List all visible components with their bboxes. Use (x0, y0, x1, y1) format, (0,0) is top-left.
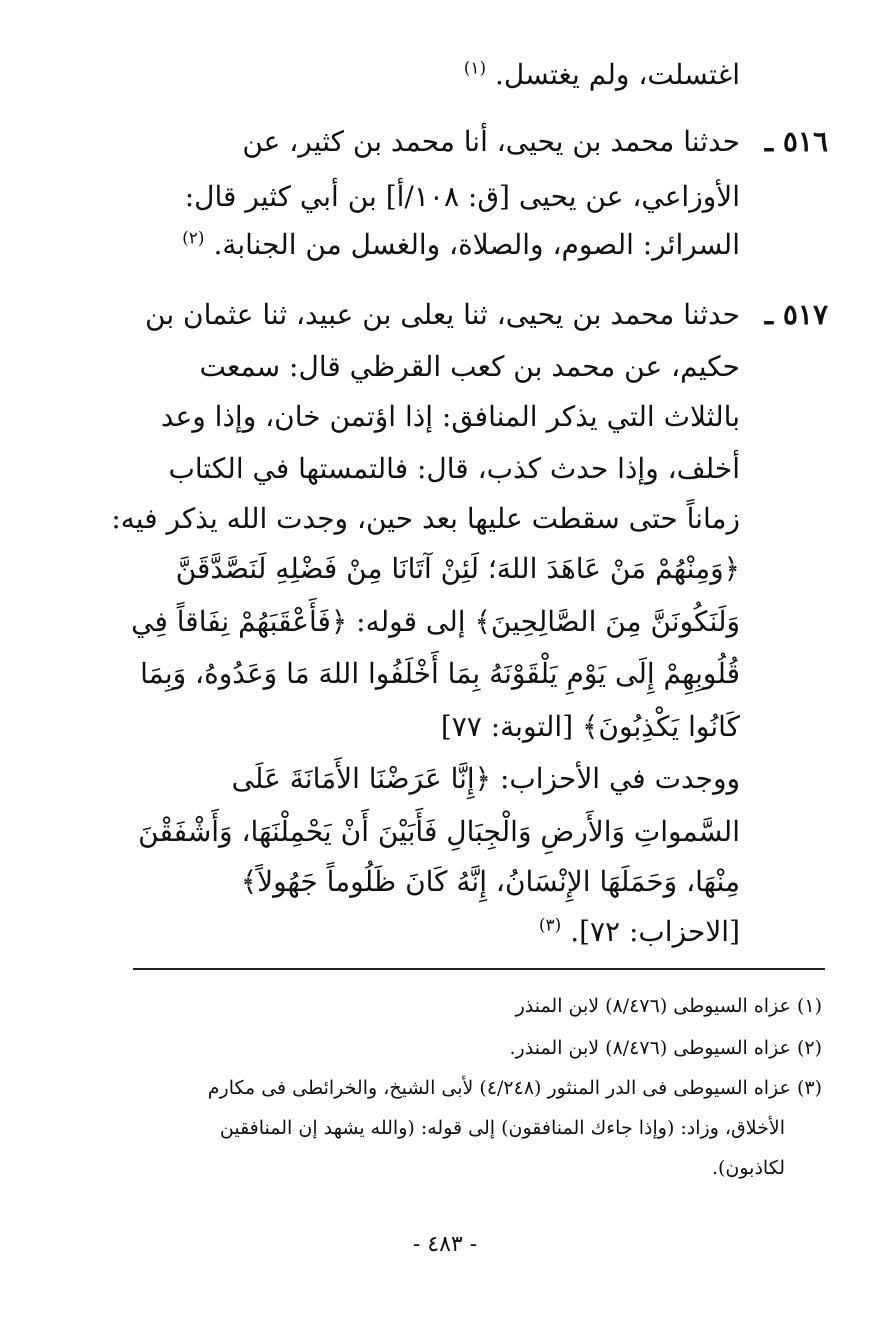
hadith-517-line-4: أخلف، وإذا حدث كذب، قال: فالتمستها في الكتاب (168, 452, 740, 485)
footnote-3-line-3: لكاذبون). (711, 1157, 785, 1179)
hadith-516-line-1: حدثنا محمد بن يحيى، أنا محمد بن كثير، عن (242, 125, 740, 158)
quran-verse-line-1: ﴿وَمِنْهُمْ مَنْ عَاهَدَ اللهَ؛ لَئِنْ آتَانَا مِنْ فَضْلِهِ لَنَصَّدَّقَنَّ (175, 552, 740, 585)
hadith-517-line-3: بالثلاث التي يذكر المنافق: إذا اؤتمن خان، وإذا وعد (160, 400, 740, 433)
surah-reference: [الاحزاب: ٧٢]. (570, 915, 740, 948)
footnote-3-line-2: الأخلاق، وزاد: (وإذا جاءك المنافقون) إلى قوله: (والله يشهد إن المنافقين (219, 1117, 785, 1139)
page-number: - ٤٨٣ - (412, 1232, 478, 1257)
hadith-516-line-3 (182, 228, 740, 261)
footnote-3 (208, 1077, 822, 1099)
hadith-517-line-5: زماناً حتى سقطت عليها بعد حين، وجدت الله يذكر فيه: (111, 502, 740, 535)
footnote-1-number: (١) (796, 995, 822, 1017)
hadith-517-line-2: حكيم، عن محمد بن كعب القرظي قال: سمعت (199, 350, 740, 383)
footnote-3-number: (٣) (796, 1077, 822, 1099)
footnote-1-text: عزاه السيوطى (٨/٤٧٦) لابن المنذر (515, 995, 791, 1017)
quran-verse-line-6: مِنْهَا، وَحَمَلَهَا الإِنْسَانُ، إِنَّهُ كَانَ ظَلُوماً جَهُولاً﴾ (240, 865, 740, 898)
hadith-517-line-1: حدثنا محمد بن يحيى، ثنا يعلى بن عبيد، ثنا عثمان بن (145, 298, 740, 331)
hadith-516-line-3-text: السرائر: الصوم، والصلاة، والغسل من الجنابة. (213, 228, 740, 261)
footnote-separator (133, 968, 825, 970)
footnote-2 (510, 1037, 822, 1059)
footnote-marker-3: (٣) (538, 915, 562, 936)
intro-text: اغتسلت، ولم يغتسل. (495, 58, 740, 91)
quran-verse-line-4: كَانُوا يَكْذِبُونَ﴾ [التوبة: ٧٧] (440, 710, 740, 743)
intro-line (464, 58, 740, 91)
quran-verse-line-2: وَلَنَكُونَنَّ مِنَ الصَّالِحِينَ﴾ إلى قوله: ﴿فَأَعْقَبَهُمْ نِفَاقاً فِي (131, 605, 740, 638)
footnote-3-line-1: عزاه السيوطى فى الدر المنثور (٤/٢٤٨) لأبى الشيخ، والخرائطى فى مكارم (207, 1077, 791, 1099)
footnote-2-number: (٢) (796, 1037, 822, 1059)
hadith-number-516: ٥١٦ ـ (764, 125, 828, 158)
footnote-1 (516, 995, 822, 1017)
footnote-marker-2: (٢) (182, 228, 205, 249)
hadith-517-line-13 (539, 915, 740, 948)
quran-verse-line-3: قُلُوبِهِمْ إِلَى يَوْمِ يَلْقَوْنَهُ بِمَا أَخْلَفُوا اللهَ مَا وَعَدُوهُ، وَبِمَا (140, 657, 740, 690)
footnote-2-text: عزاه السيوطى (٨/٤٧٦) لابن المنذر. (509, 1037, 791, 1059)
hadith-number-517: ٥١٧ ـ (764, 298, 828, 331)
hadith-517-line-10: ووجدت في الأحزاب: ﴿إِنَّا عَرَضْنَا الأَمَانَةَ عَلَى (231, 762, 740, 795)
footnote-marker-1: (١) (463, 58, 487, 79)
quran-verse-line-5: السَّمواتِ وَالأَرضِ وَالْجِبَالِ فَأَبَيْنَ أَنْ يَحْمِلْنَهَا، وَأَشْفَقْنَ (138, 815, 740, 848)
hadith-516-line-2: الأوزاعي، عن يحيى [ق: ١٠٨/أ] بن أبي كثير قال: (184, 180, 740, 213)
